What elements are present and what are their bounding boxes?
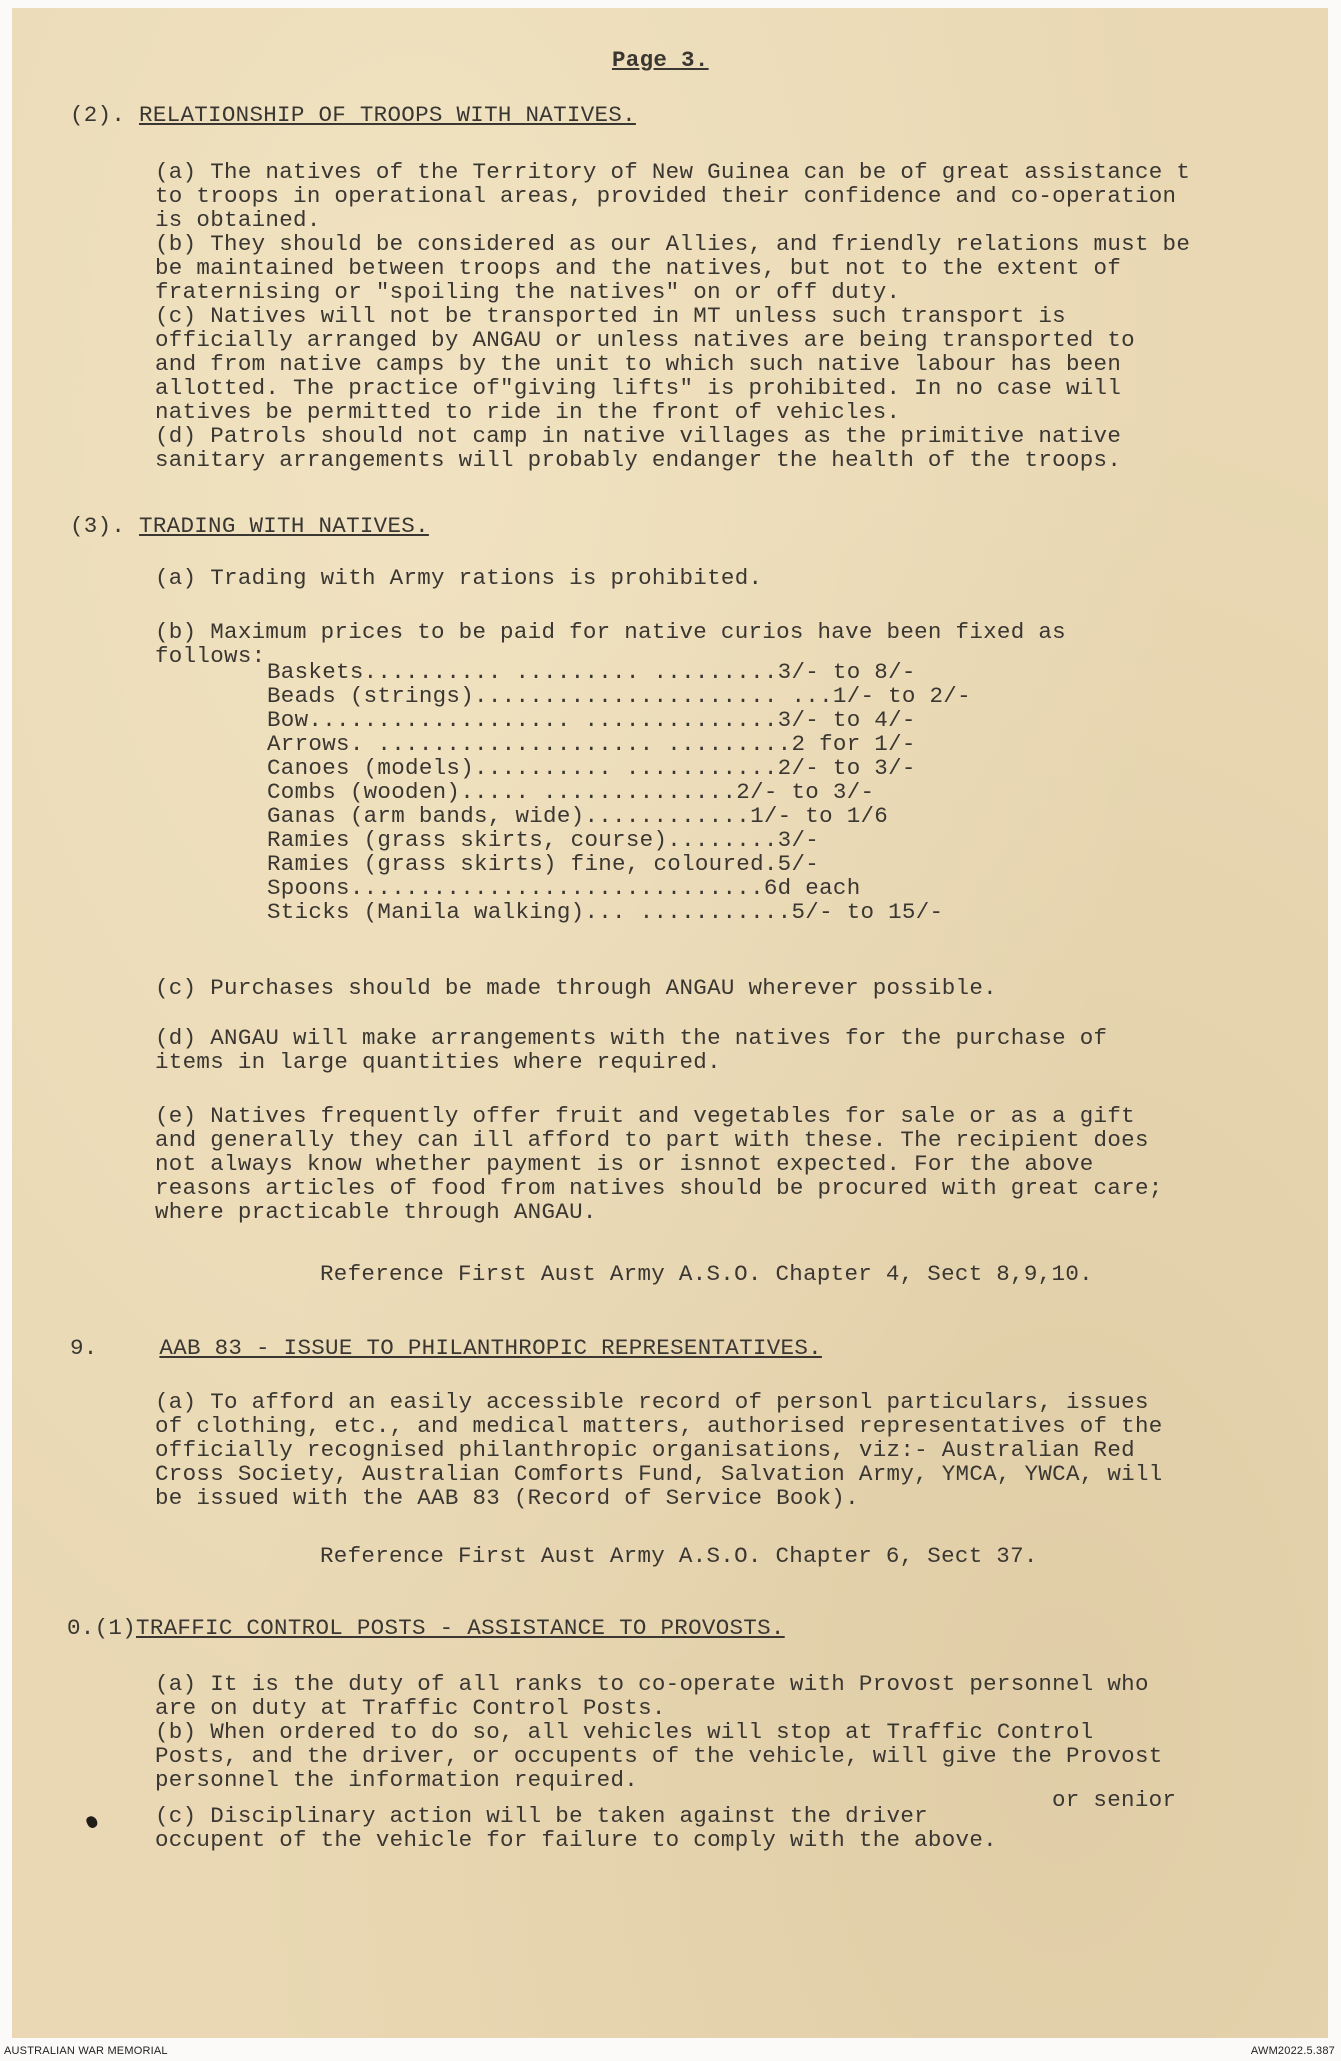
- line: (b) They should be considered as our Allies, and friendly relations must be: [155, 231, 1191, 257]
- ink-blot: [85, 1814, 99, 1829]
- section-heading-traffic: [67, 1616, 785, 1640]
- line: officially arranged by ANGAU or unless natives are being transported to: [155, 327, 1135, 353]
- reference-trading: Reference First Aust Army A.S.O. Chapter 4, Sect 8,9,10.: [320, 1261, 1093, 1287]
- price-item: Arrows. .................... .........2 for 1/-: [267, 731, 916, 757]
- section-heading-trading: [70, 514, 429, 538]
- line: natives be permitted to ride in the front of vehicles.: [155, 399, 901, 425]
- paragraph-trading-e: (e) Natives frequently offer fruit and vegetables for sale or as a gift and generally they can ill afford to part with these. The recipient does not always know whether payment is or isnnot expected. For the above reasons articles of food from natives should be procured with great care; where practicable through ANGAU.: [155, 1103, 1163, 1225]
- price-item: Beads (strings)...................... ...1/- to 2/-: [267, 683, 971, 709]
- line: (d) Patrols should not camp in native villages as the primitive native: [155, 423, 1122, 449]
- paragraph-relationship: [155, 160, 1190, 472]
- section-number: 0.(1): [67, 1615, 137, 1641]
- footer-accession-number: AWM2022.5.387: [1250, 2045, 1335, 2057]
- price-item: Ganas (arm bands, wide)............1/- to 1/6: [267, 803, 889, 829]
- price-item: Ramies (grass skirts) fine, coloured.5/-: [267, 851, 820, 877]
- line: (c) Natives will not be transported in MT unless such transport is: [155, 303, 1066, 329]
- paragraph-trading-c: (c) Purchases should be made through ANGAU wherever possible.: [155, 975, 997, 1001]
- document-page: [12, 8, 1328, 2038]
- paragraph-trading-a: (a) Trading with Army rations is prohibited.: [155, 565, 763, 591]
- line: allotted. The practice of"giving lifts" is prohibited. In no case will: [155, 375, 1122, 401]
- page-title: Page 3.: [612, 47, 709, 73]
- section-number: (3).: [70, 513, 126, 539]
- section-number: (2).: [70, 102, 126, 128]
- footer-archive-name: AUSTRALIAN WAR MEMORIAL: [4, 2045, 168, 2057]
- line: to troops in operational areas, provided their confidence and co-operation: [155, 183, 1177, 209]
- line: fraternising or "spoiling the natives" on or off duty.: [155, 279, 901, 305]
- section-title: TRADING WITH NATIVES.: [139, 513, 429, 539]
- section-heading-relationship: [70, 103, 636, 127]
- paragraph-aab83-a: (a) To afford an easily accessible record of personl particulars, issues of clothing, etc., and medical matters, authorised representatives of the officially recognised philanthropic organisations, viz:- Australian Red Cross Society, Australian Comforts Fund, Salvation Army, YMCA, YWCA, will be issued with the AAB 83 (Record of Service Book).: [155, 1389, 1163, 1511]
- line: and from native camps by the unit to which such native labour has been: [155, 351, 1122, 377]
- paragraph-trading-b: (b) Maximum prices to be paid for native curios have been fixed as follows:: [155, 619, 1066, 669]
- price-item: Spoons..............................6d each: [267, 875, 861, 901]
- price-item: Bow................... ..............3/- to 4/-: [267, 707, 916, 733]
- line: (a) The natives of the Territory of New Guinea can be of great assistance t: [155, 159, 1191, 185]
- price-item: Baskets.......... ......... .........3/- to 8/-: [267, 659, 916, 685]
- reference-aab83: Reference First Aust Army A.S.O. Chapter 6, Sect 37.: [320, 1543, 1038, 1569]
- line: sanitary arrangements will probably endanger the health of the troops.: [155, 447, 1122, 473]
- section-title: AAB 83 - ISSUE TO PHILANTHROPIC REPRESENTATIVES.: [159, 1335, 822, 1361]
- section-heading-aab83: [70, 1336, 822, 1360]
- paragraph-traffic-c: (c) Disciplinary action will be taken against the driver occupent of the vehicle for failure to comply with the above.: [155, 1803, 997, 1853]
- price-item: Ramies (grass skirts, course)........3/-: [267, 827, 820, 853]
- section-number: 9.: [70, 1335, 98, 1361]
- price-item: Sticks (Manila walking)... ...........5/- to 15/-: [267, 899, 944, 925]
- price-item: Combs (wooden)..... ..............2/- to 3/-: [267, 779, 875, 805]
- section-title: RELATIONSHIP OF TROOPS WITH NATIVES.: [139, 102, 636, 128]
- inserted-text: or senior: [1052, 1787, 1177, 1813]
- paragraph-traffic: (a) It is the duty of all ranks to co-operate with Provost personnel who are on duty at Traffic Control Posts. (b) When ordered to do so, all vehicles will stop at Traffic Control Posts, and the driver, or occupents of the vehicle, will give the Provost personnel the information required.: [155, 1671, 1163, 1793]
- section-title: TRAFFIC CONTROL POSTS - ASSISTANCE TO PROVOSTS.: [136, 1615, 785, 1641]
- paragraph-trading-d: (d) ANGAU will make arrangements with the natives for the purchase of items in large quantities where required.: [155, 1025, 1108, 1075]
- price-item: Canoes (models).......... ...........2/- to 3/-: [267, 755, 916, 781]
- line: is obtained.: [155, 207, 321, 233]
- line: be maintained between troops and the natives, but not to the extent of: [155, 255, 1122, 281]
- price-list: [267, 660, 971, 924]
